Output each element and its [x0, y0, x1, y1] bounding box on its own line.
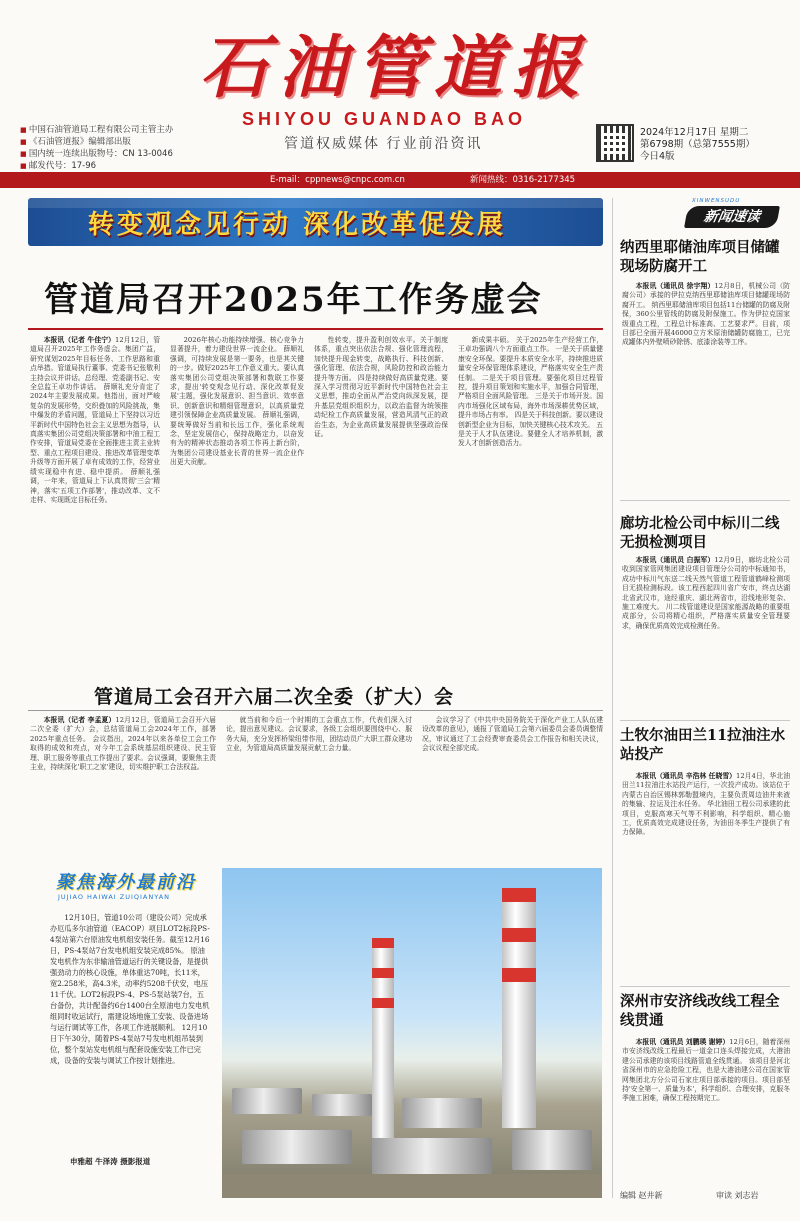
issue-date: 2024年12月17日 星期二 [640, 127, 749, 138]
express-byline: 本报讯（通讯员 刘鹏瑛 谢婷） [635, 1038, 730, 1046]
masthead-logo [200, 28, 591, 108]
express-label: 新闻速读 [684, 206, 780, 228]
express-headline[interactable]: 深州市安济线改线工程全线贯通 [620, 993, 780, 1029]
lead-text: 12月12日，管道局召开2025年工作务虚会。集团广益，研究谋划2025年目标任务、工作思路和重点举措。管道局执行董事、党委书记张敬利主持会议并讲话。总经理、党委副书记、安全总监王卓功作讲话。 薛顺礼充分肯定了2024年主要发展成果。他指出，面对严峻复杂的发展形势，交织叠加的风险挑战，集中爆发的矛盾问题，管道局上下坚持以习近平新时代中国特色社会主义思想为指导，认真落实集团公司党组决策部署和中油工程工作安排，管道局党委在全面推进主责主业转型、重点工程项目建设、推进改革管理变革升级等方面开展了卓有成效的工作，经营业绩实现稳中有进、稳中提质。 薛顺礼强调，一年来，管道局上下认真贯彻'三会'精神，落实'五项工作部署'，推动改革、文不走样、实现既定目标任务。 [30, 336, 160, 504]
generator-unit [512, 1130, 592, 1170]
contact-email[interactable]: E-mail：cppnews@cnpc.com.cn [270, 175, 405, 185]
lead-text: 性转变，提升盈利创效水平。关于制度体系，重点突出依法合规、强化管理流程，加快提升现金转变，战略执行、科技创新、强化管理、依法合规，风险防控和政治能力提升等方面。 四是持续做好高质量党建。要深入学习贯彻习近平新时代中国特色社会主义思想，推动全面从严治党向纵深发展，提升基层党组织组织力，以政治监督为统领推动纪检工作高质量发展，营造风清气正的政治生态，为企业高质量发展提供坚强政治保证。 [314, 336, 448, 439]
publisher-info [20, 124, 173, 172]
union-byline: 本报讯（记者 李孟夏） [43, 716, 116, 724]
editor-credit: 编辑 赵井新 [620, 1191, 663, 1200]
generator-unit [402, 1098, 482, 1128]
generator-unit [312, 1094, 372, 1116]
masthead-slogan: 管道权威媒体 行业前沿资讯 [284, 136, 483, 152]
reviewer-credit: 审读 刘志岩 [716, 1191, 759, 1200]
express-text: 12月6日，随着深州市安济线改线工程最后一道金口连头焊接完成，大港油建公司承建的该项目线路管道全线贯通。 该项目是河北省深州市的应急抢险工程，也是大港油建公司在国家管网集团北方分公司石家庄项目部承接的项目。项目部坚持'安全第一、质量为本'，科学组织、合理安排，克服冬季施工困难，确保工程按期完工。 [622, 1038, 790, 1103]
express-byline: 本报讯（通讯员 辛浩林 任晓雪） [635, 772, 737, 780]
lead-column-1 [30, 336, 160, 671]
express-text: 12月4日，华北油田兰11拉油注水站投产运行，一次投产成功。该站位于内蒙古自治区锡林郭勒盟境内，主要负责周边油井来液的集输、拉运及注水任务。 华北油田工程公司承建的此项目，克服高寒天气等不利影响，科学组织、精心施工，优质高效完成建设任务，为油田冬季生产提供了有力保障。 [622, 772, 790, 837]
lead-headline[interactable]: 管道局召开2025年工作务虚会 [44, 280, 543, 320]
express-text: 12月9日，廊坊北检公司收到国家管网集团建设项目管理分公司的中标通知书，成功中标川气东送二线天然气管道工程管道鹤峰检测项目无损检测标段。该工程西起四川省广安市，终点达湖北省武汉市，途经重庆、湖北两省市，沿线地形复杂、施工难度大。 川二线管道建设是国家能源战略的重要组成部分，公司将精心组织，严格落实质量安全管理要求，确保优质高效完成检测任务。 [622, 556, 790, 630]
photo-tag-title: 聚焦海外最前沿 [56, 872, 196, 893]
contact-hotline: 新闻热线：0316-2177345 [470, 175, 576, 185]
express-section-tag [680, 200, 790, 228]
main-tower [502, 888, 536, 1128]
generator-unit [242, 1130, 352, 1164]
express-headline[interactable]: 廊坊北检公司中标川二线无损检测项目 [620, 515, 780, 551]
union-text: 会议学习了《中共中央国务院关于深化产业工人队伍建设改革的意见》，通报了管道局工会第六届委员会委员调整情况，审议通过了工会经费审查委员会工作报告和相关决议，会议议程全部完成。 [422, 716, 603, 753]
lead-text: 2026年核心功能持续增强、核心竞争力显著提升，着力建设世界一流企业。 薛顺礼强调，可持续发展是第一要务，也是其关键的一步。做好2025年工作意义重大。要认真落实集团公司党组决策部署和数联工作要求，提出'转变观念见行动、深化改革促发展'主题，强化发展意识、担当意识、效率意识、创新意识和精细管理意识，以高质量党建引领保障企业高质量发展。 薛顺礼强调，要统筹做好当前和长远工作，强化系统观念，坚定发展信心，保持战略定力，以奋发有为的精神状态推动各项工作再上新台阶，为集团公司建设基业长青的世界一流企业作出更大贡献。 [170, 336, 304, 467]
express-headline[interactable]: 纳西里耶储油库项目储罐现场防腐开工 [620, 239, 780, 275]
express-divider [620, 986, 790, 987]
photo-credit: 申雅超 牛泽涛 摄影报道 [70, 1157, 151, 1166]
publisher-line: ■ 国内统一连续出版物号：CN 13-0046 [20, 148, 173, 160]
issue-info [640, 127, 755, 163]
publisher-line: ■ 邮发代号：17-96 [20, 160, 173, 172]
express-body [622, 556, 790, 714]
union-column-3 [422, 716, 603, 858]
lead-column-4 [458, 336, 603, 671]
express-byline: 本报讯（通讯员 徐宇翔） [635, 282, 715, 290]
express-body [622, 282, 790, 492]
banner-text: 转变观念见行动 深化改革促发展 [88, 210, 507, 240]
qr-code-icon[interactable] [596, 124, 634, 162]
publisher-line: ■ 《石油管道报》编辑部出版 [20, 136, 173, 148]
photo-caption: 12月10日，管道10公司（建设公司）完成承办厄瓜多尔油管道（EACOP）项目LOT2标段PS-4泵站第六台原油发电机组安装任务。截至12月16日，PS-4泵站7台发电机组安装完成85%。 原油发电机作为东非输油管道运行的关键设备，是提供强劲动力的核心设施，单体重达70吨，长11米，宽2.258米，高4.3米，动率约5208千伏安，电压11千伏。LOT2标段PS-4、PS-5泵站装7台，五台备份，共计配备约6台1400台全原油电力发电机组同时收运试行，需建设场地施工安装、设备进场与运行调试等工作，各项工作进展顺利。 12月10日下午30分，随着PS-4泵站7号发电机组吊装到位，整个泵站发电机组与配套设施安装工作已完成，设备的安装与调试工作按计划推进。 [50, 913, 210, 1065]
express-body [622, 772, 790, 980]
photo-section-tag [46, 868, 246, 912]
union-divider [28, 710, 603, 711]
lead-text: 新成果丰硕。 关于2025年生产经营工作，王卓功强调八个方面重点工作。 一是关于质量健康安全环保。要提升本质安全水平，持续推进质量安全环保管理体系建设，严格落实安全生产责任制。 二是关于项目管理。要强化项目过程管控，提升项目策划和实施水平，加强合同管理，严格项目全面风险管理。 三是关于市场开发。国内市场强化区域布局，海外市场深耕优势区域，提升市场占有率。 四是关于科技创新。要以建设创新型企业为目标，加快关键核心技术攻关。 五是关于人才队伍建设。要健全人才培养机制，激发人才创新创造活力。 [458, 336, 603, 448]
issue-pages: 今日4版 [640, 151, 675, 162]
union-column-1 [30, 716, 216, 858]
issue-number: 第6798期（总第7555期） [640, 139, 755, 150]
union-headline[interactable]: 管道局工会召开六届二次全委（扩大）会 [94, 686, 455, 708]
masthead-title: 石油管道报 [200, 28, 591, 108]
express-text: 12月8日，机械公司（防腐公司）承接的伊拉克纳西里耶储油库项目储罐现场防腐开工。 纳西里耶储油库项目包括11台储罐的防腐及附保，360公里管线的防腐及附保施工。作为伊拉克国家级重点工程，工程总计标准高、工艺要求严。目前，项目部已全面开展46000立方米原油储罐防腐施工，已完成罐体内外壁喷砂除锈、底漆涂装等工序。 [622, 282, 790, 347]
express-divider [620, 720, 790, 721]
theme-banner [28, 198, 603, 246]
lead-divider [28, 328, 603, 330]
photo-tag-pinyin: JUJIAO HAIWAI ZUIQIANYAN [58, 893, 171, 901]
ground [222, 1174, 602, 1198]
column-divider [612, 198, 613, 1198]
generator-unit [372, 1138, 492, 1176]
contact-bar [0, 172, 800, 188]
lead-column-3 [314, 336, 448, 671]
express-pinyin: XINWENSUDU [692, 198, 741, 204]
pump-station-photo[interactable] [222, 868, 602, 1198]
lead-column-2 [170, 336, 304, 671]
union-column-2 [226, 716, 412, 858]
express-headline[interactable]: 土牧尔油田兰11拉油注水站投产 [620, 727, 786, 763]
generator-unit [232, 1088, 302, 1114]
masthead-pinyin: SHIYOU GUANDAO BAO [242, 109, 527, 129]
express-divider [620, 500, 790, 501]
lead-byline: 本报讯（记者 牛佳宁） [43, 336, 116, 344]
express-body [622, 1038, 790, 1184]
express-byline: 本报讯（通讯员 白振军） [635, 556, 715, 564]
exhaust-stack [372, 938, 394, 1138]
union-text: 12月12日，管道局工会召开六届二次全委（扩大）会，总结管道局工会2024年工作，部署2025年重点任务。 会议指出，2024年以来各单位工会工作取得的成效和亮点，对今年工会系统基层组织建设、民主管理、职工服务等重点工作提出了要求。会议强调，要聚焦主责主业，持续深化'职工之家'建设，切实维护职工合法权益。 [30, 716, 216, 772]
publisher-line: ■ 中国石油管道局工程有限公司主管主办 [20, 124, 173, 136]
union-text: 就当前和今后一个时期的工会重点工作，代表们深入讨论，提出意见建议。会议要求，各级工会组织要围绕中心、服务大局，充分发挥桥梁纽带作用，团结动员广大职工群众建功立业，为管道局高质量发展贡献工会力量。 [226, 716, 412, 753]
